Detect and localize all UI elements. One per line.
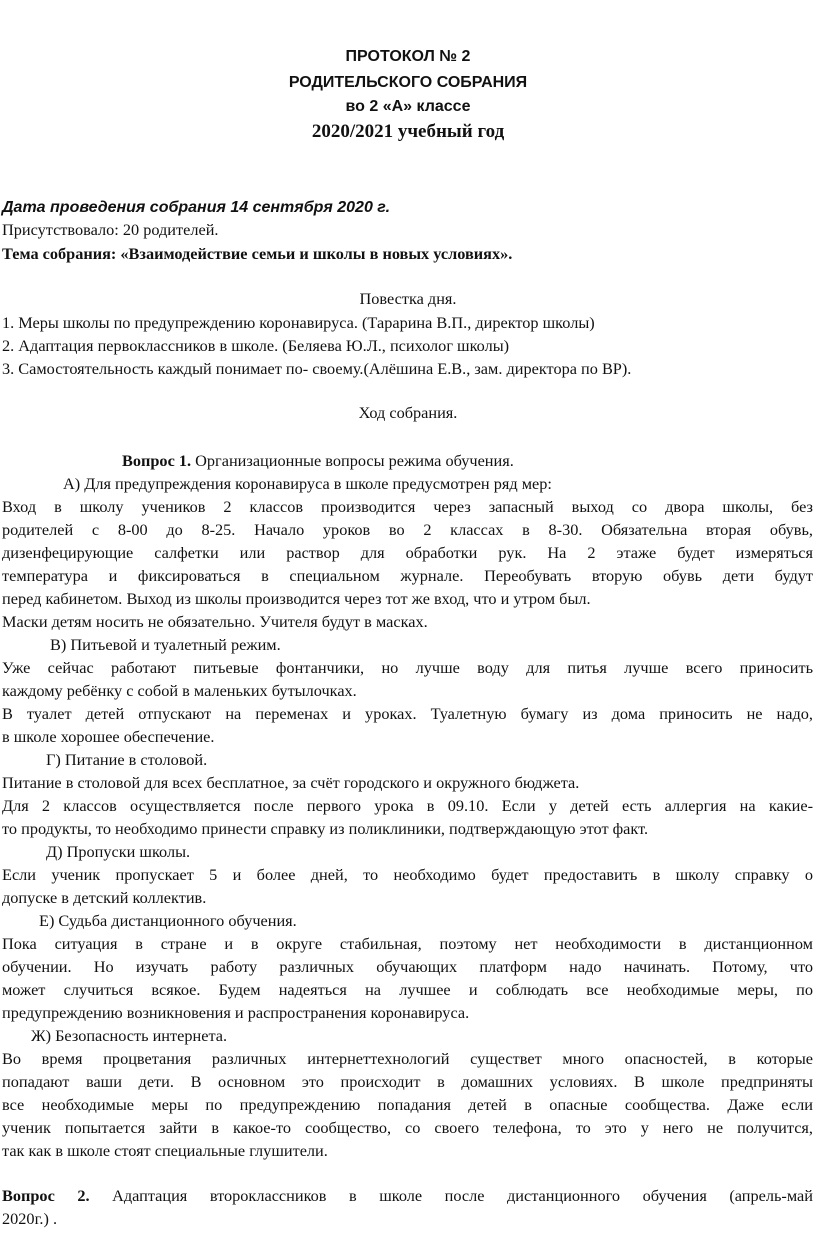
question-2-label: Вопрос 2. (2, 1186, 90, 1205)
paragraph-line: Питание в столовой для всех бесплатное, за счёт городского и окружного бюджета. (2, 773, 580, 792)
agenda-item: 3. Самостоятельность каждый понимает по- своему.(Алёшина Е.В., зам. директора по ВР). (2, 359, 632, 378)
question-2-text-cont: 2020г.) . (2, 1209, 58, 1228)
paragraph-line: предупреждению возникновения и распространения коронавируса. (2, 1003, 470, 1022)
paragraph-line: в школе хорошее обеспечение. (2, 727, 215, 746)
paragraph-line: Пока ситуация в стране и в округе стабильная, поэтому нет необходимости в дистанционном (2, 934, 813, 953)
paragraph-line: может случиться всякое. Будем надеяться на лучшее и соблюдать все необходимые меры, по (2, 980, 813, 999)
paragraph-line: температура и фиксироваться в специальном журнале. Переобувать вторую обувь дети будут (2, 566, 813, 585)
meeting-topic: Тема собрания: «Взаимодействие семьи и школы в новых условиях». (2, 244, 513, 263)
paragraph-line: Маски детям носить не обязательно. Учителя будут в масках. (2, 612, 428, 631)
paragraph-line: перед кабинетом. Выход из школы производится через тот же вход, что и утром был. (2, 589, 591, 608)
paragraph-line: Вход в школу учеников 2 классов производится через запасный выход со двора школы, без (2, 497, 813, 516)
paragraph-line: родителей с 8-00 до 8-25. Начало уроков во 2 классах в 8-30. Обязательна вторая обувь, (2, 520, 813, 539)
doc-title-meeting: РОДИТЕЛЬСКОГО СОБРАНИЯ (288, 74, 528, 91)
proceedings-title: Ход собрания. (358, 403, 458, 422)
paragraph-line: попадают ваши дети. В основном это происходит в домашних условиях. В школе предприняты (2, 1072, 813, 1091)
doc-title-class: во 2 «А» классе (345, 98, 471, 115)
doc-title-year: 2020/2021 учебный год (311, 121, 505, 142)
paragraph-line: все необходимые меры по предупреждению попадания детей в опасные сообщества. Даже если (2, 1095, 813, 1114)
meeting-date: Дата проведения собрания 14 сентября 2020 г. (2, 199, 391, 216)
section-b-heading: В) Питьевой и туалетный режим. (50, 635, 281, 654)
section-g-heading: Г) Питание в столовой. (46, 750, 208, 769)
agenda-title: Повестка дня. (359, 289, 457, 308)
question-2-text: Адаптация второклассников в школе после дистанционного обучения (апрель-май (89, 1186, 813, 1205)
paragraph-line: дизенфецирующие салфетки или раствор для обработки рук. На 2 этаже будет измеряться (2, 543, 813, 562)
paragraph-line: Если ученик пропускает 5 и более дней, то необходимо будет предоставить в школу справку о (2, 865, 813, 884)
paragraph-line: Уже сейчас работают питьевые фонтанчики, но лучше воду для питья лучше всего приносить (2, 658, 813, 677)
question-1-label: Вопрос 1. (122, 451, 192, 470)
question-1-title: Организационные вопросы режима обучения. (191, 451, 514, 470)
paragraph-line: Для 2 классов осуществляется после первого урока в 09.10. Если у детей есть аллергия на какие- (2, 796, 813, 815)
section-d-heading: Д) Пропуски школы. (46, 842, 191, 861)
paragraph-line: то продукты, то необходимо принести справку из поликлиники, подтверждающую этот факт. (2, 819, 649, 838)
paragraph-line: В туалет детей отпускают на переменах и уроках. Туалетную бумагу из дома приносить не надо, (2, 704, 813, 723)
doc-title-number: ПРОТОКОЛ № 2 (345, 48, 471, 65)
question-1-heading (122, 453, 514, 469)
paragraph-line: допуске в детский коллектив. (2, 888, 207, 907)
section-zh-heading: Ж) Безопасность интернета. (31, 1026, 228, 1045)
paragraph-line: так как в школе стоят специальные глушители. (2, 1141, 328, 1160)
paragraph-line: Во время процветания различных интернеттехнологий существет много опасностей, в которые (2, 1049, 813, 1068)
paragraph-line: каждому ребёнку с собой в маленьких бутылочках. (2, 681, 357, 700)
attendance: Присутствовало: 20 родителей. (2, 220, 219, 239)
question-2-heading (2, 1188, 813, 1204)
agenda-item: 1. Меры школы по предупреждению коронавируса. (Тарарина В.П., директор школы) (2, 313, 595, 332)
paragraph-line: обучении. Но изучать работу различных обучающих платформ надо начинать. Потому, что (2, 957, 813, 976)
agenda-item: 2. Адаптация первоклассников в школе. (Беляева Ю.Л., психолог школы) (2, 336, 510, 355)
section-e-heading: Е) Судьба дистанционного обучения. (39, 911, 297, 930)
section-a-heading: А) Для предупреждения коронавируса в школе предусмотрен ряд мер: (63, 474, 552, 493)
paragraph-line: ученик попытается зайти в какое-то сообщество, со своего телефона, то это у него не получится, (2, 1118, 813, 1137)
